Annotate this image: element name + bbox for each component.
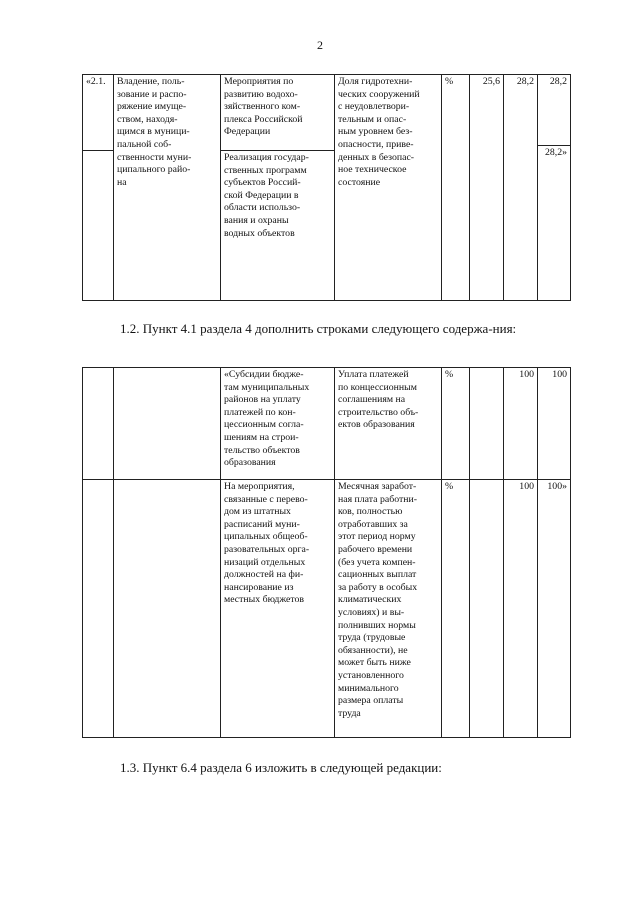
unit-cell: % bbox=[442, 480, 470, 738]
value-cell-3: 100 bbox=[538, 368, 571, 480]
value-cell-1 bbox=[470, 480, 504, 738]
activity-cell: На мероприятия, связанные с перево- дом из штатных расписаний муни- ципальных общеоб- разовательных орга- низаций отдельных должностей на фи- нансирование из местных бюджетов bbox=[221, 480, 335, 738]
empty-cell bbox=[83, 480, 114, 738]
table-row bbox=[83, 480, 571, 738]
table-row bbox=[83, 368, 571, 480]
activity-cell: «Субсидии бюдже- там муниципальных районов на уплату платежей по кон- цессионным согла- шениям на строи- тельство объектов образования bbox=[221, 368, 335, 480]
value-cell-3a: 28,2 bbox=[538, 75, 571, 146]
value-cell-2: 100 bbox=[504, 368, 538, 480]
unit-cell: % bbox=[442, 75, 470, 301]
row-number-cell: «2.1. bbox=[83, 75, 114, 151]
value-cell-3b: 28,2» bbox=[538, 146, 571, 301]
paragraph-1-2: 1.2. Пункт 4.1 раздела 4 дополнить строками следующего содержа-ния: bbox=[120, 321, 517, 336]
empty-cell bbox=[114, 480, 221, 738]
subsidies-table bbox=[82, 367, 571, 738]
value-cell-2: 100 bbox=[504, 480, 538, 738]
value-cell-3: 100» bbox=[538, 480, 571, 738]
indicator-cell: Уплата платежей по концессионным соглашениям на строительство объ- ектов образования bbox=[335, 368, 442, 480]
unit-cell: % bbox=[442, 368, 470, 480]
targets-table-2-1 bbox=[82, 74, 571, 301]
activity-cell-2: Реализация государ- ственных программ субъектов Россий- ской Федерации в области использо- вания и охраны водных объектов bbox=[221, 151, 335, 301]
activity-cell: Мероприятия по развитию водохо- зяйственного ком- плекса Российской Федерации bbox=[221, 75, 335, 151]
page-number: 2 bbox=[317, 38, 323, 52]
subprogram-cell: Владение, поль- зование и распо- ряжение имуще- ством, находя- щимся в муници- пальной соб- ственности муни- ципального райо- на bbox=[114, 75, 221, 301]
value-cell-1: 25,6 bbox=[470, 75, 504, 301]
empty-cell bbox=[114, 368, 221, 480]
value-cell-2: 28,2 bbox=[504, 75, 538, 301]
indicator-cell: Месячная заработ- ная плата работни- ков, полностью отработавших за этот период норму рабочего времени (без учета компен- сационных выплат за работу в особых климатических условиях) и вы- полнивших нормы труда (трудовые обязанности), не может быть ниже установленного минимального размера оплаты труда bbox=[335, 480, 442, 738]
empty-cell bbox=[83, 368, 114, 480]
indicator-cell: Доля гидротехни- ческих сооружений с неудовлетвори- тельным и опас- ным уровнем без- опасности, приве- денных в безопас- ное техническое состояние bbox=[335, 75, 442, 301]
row-number-cell-empty bbox=[83, 151, 114, 301]
value-cell-1 bbox=[470, 368, 504, 480]
paragraph-1-3: 1.3. Пункт 6.4 раздела 6 изложить в следующей редакции: bbox=[120, 760, 442, 775]
